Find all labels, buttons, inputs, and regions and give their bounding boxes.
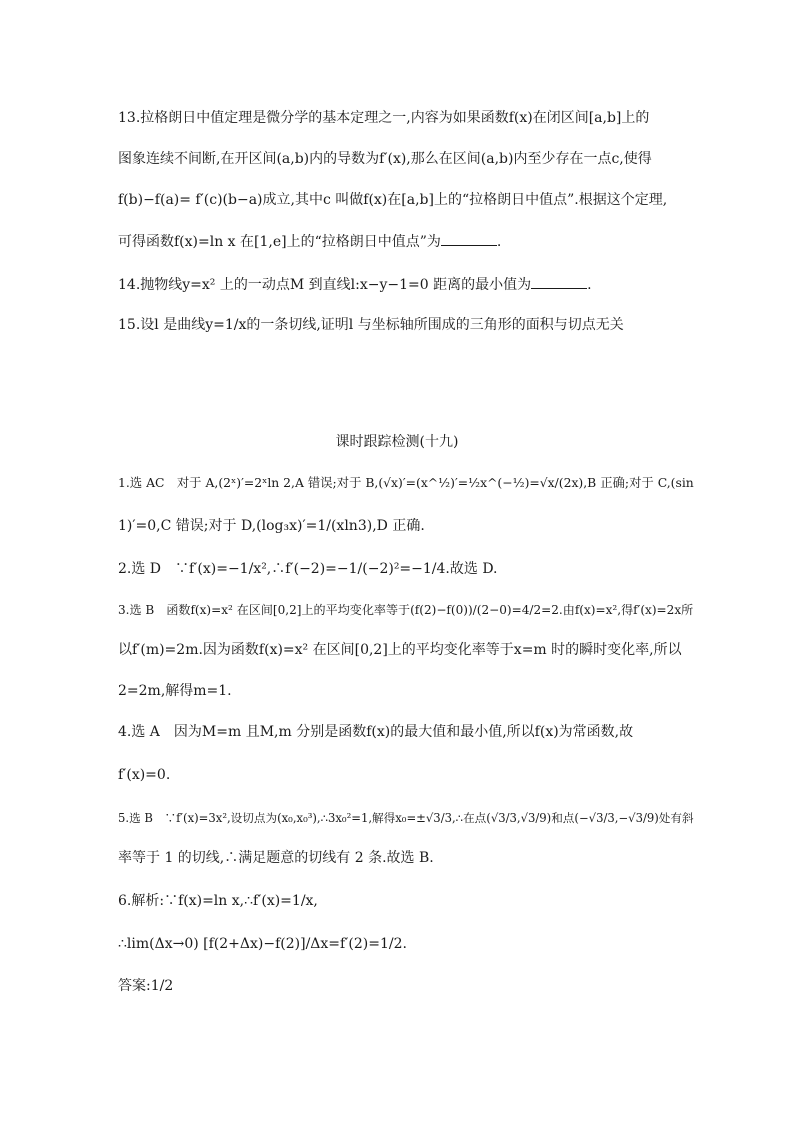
answers-title: 课时跟踪检测(十九) <box>335 434 459 450</box>
answer-6-line-3: 答案:1/2 <box>118 978 174 994</box>
answer-5-line-2: 率等于 1 的切线,∴满足题意的切线有 2 条.故选 B. <box>118 850 434 866</box>
answer-3-line-3: 2=2m,解得m=1. <box>118 683 232 699</box>
answer-6-line-1: 6.解析:∵f(x)=ln x,∴f′(x)=1/x, <box>118 893 318 909</box>
answer-5-line-1: 5.选 B ∵f′(x)=3x²,设切点为(x₀,x₀³),∴3x₀²=1,解得x₀=±√3/3,∴在点(√3/3,√3/9)和点(−√3/3,−√3/9)处有斜 <box>118 811 694 825</box>
problem-13-line-4-end: . <box>496 234 502 250</box>
problem-14-end: . <box>587 277 592 293</box>
problem-13-line-4-text: 可得函数f(x)=ln x 在[1,e]上的“拉格朗日中值点”为 <box>118 234 441 250</box>
problem-13-line-4 <box>118 232 676 252</box>
answer-blank[interactable] <box>441 233 497 246</box>
answer-4-line-1: 4.选 A 因为M=m 且M,m 分别是函数f(x)的最大值和最小值,所以f(x)为常函数,故 <box>118 724 634 740</box>
problem-14-line-1 <box>118 275 676 295</box>
problem-13-line-1: 13.拉格朗日中值定理是微分学的基本定理之一,内容为如果函数f(x)在闭区间[a,b]上的 <box>118 110 650 126</box>
problem-15-line-1: 15.设l 是曲线y=1/x的一条切线,证明l 与坐标轴所围成的三角形的面积与切点无关 <box>118 317 624 333</box>
answer-1-line-1: 1.选 AC 对于 A,(2ˣ)′=2ˣln 2,A 错误;对于 B,(√x)′=(x^½)′=½x^(−½)=√x/(2x),B 正确;对于 C,(sin <box>118 476 694 490</box>
answer-6-line-2: ∴lim(Δx→0) [f(2+Δx)−f(2)]/Δx=f′(2)=1/2. <box>118 936 407 952</box>
answer-3-line-2: 以f′(m)=2m.因为函数f(x)=x² 在区间[0,2]上的平均变化率等于x=m 时的瞬时变化率,所以 <box>118 642 682 658</box>
answer-1-line-2: 1)′=0,C 错误;对于 D,(log₃x)′=1/(xln3),D 正确. <box>118 518 425 534</box>
answer-3-line-1: 3.选 B 函数f(x)=x² 在区间[0,2]上的平均变化率等于(f(2)−f(0))/(2−0)=4/2=2.由f(x)=x²,得f′(x)=2x所 <box>118 603 694 617</box>
answer-blank[interactable] <box>531 276 587 289</box>
problem-13-line-3: f(b)−f(a)= f′(c)(b−a)成立,其中c 叫做f(x)在[a,b]上的“拉格朗日中值点”.根据这个定理, <box>118 192 668 208</box>
answer-4-line-2: f′(x)=0. <box>118 767 171 783</box>
answer-2: 2.选 D ∵f′(x)=−1/x²,∴f′(−2)=−1/(−2)²=−1/4.故选 D. <box>118 561 498 577</box>
problem-13-line-2: 图象连续不间断,在开区间(a,b)内的导数为f′(x),那么在区间(a,b)内至少存在一点c,使得 <box>118 151 652 167</box>
problem-14-text: 14.抛物线y=x² 上的一动点M 到直线l:x−y−1=0 距离的最小值为 <box>118 277 532 293</box>
